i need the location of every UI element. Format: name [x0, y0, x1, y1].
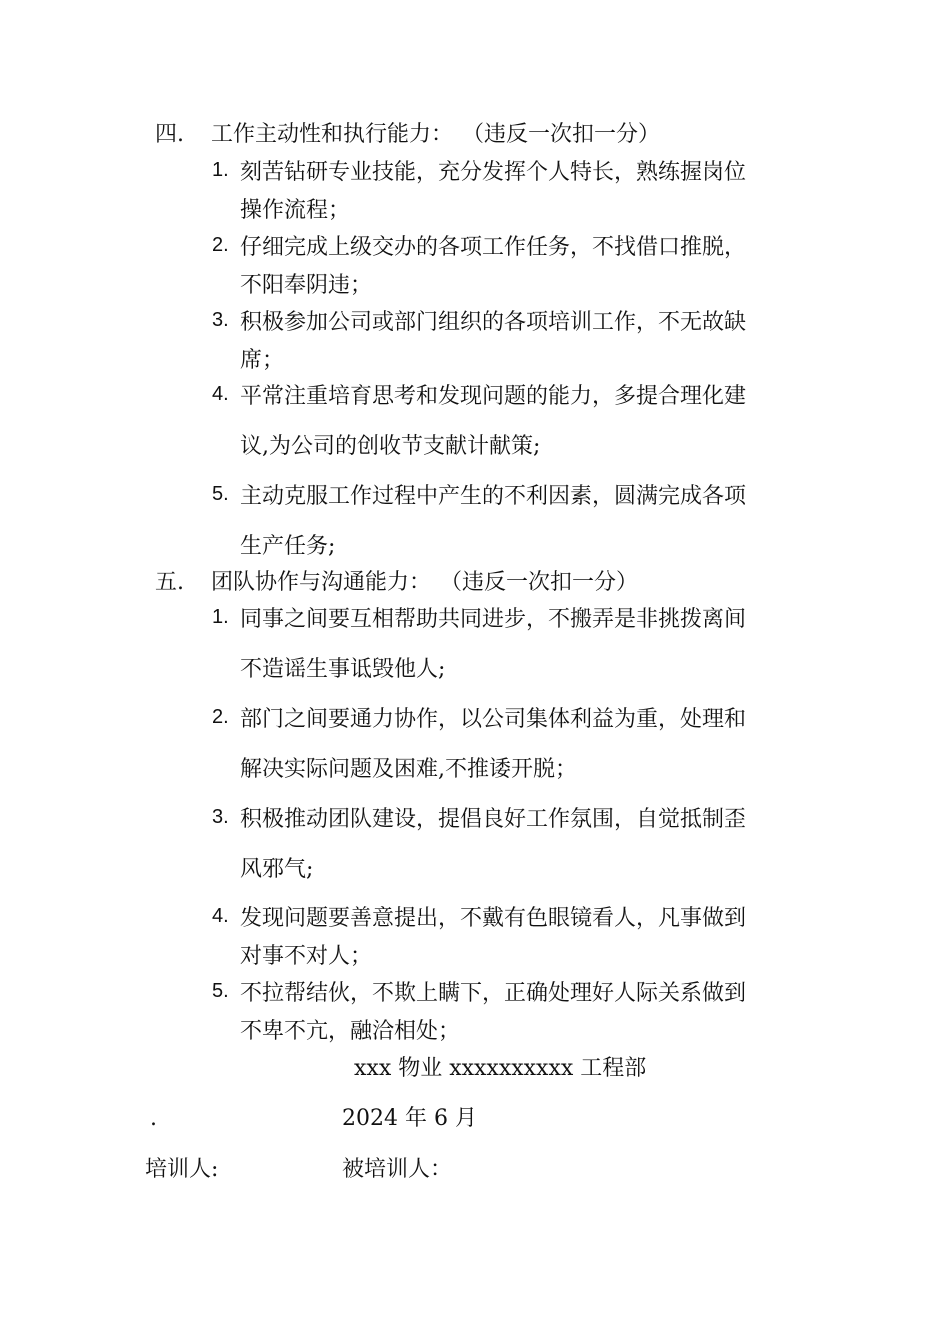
organization-line: xxx 物业 xxxxxxxxxx 工程部 [354, 1056, 647, 1081]
item-text: 刻苦钻研专业技能，充分发挥个人特长，熟练握岗位 操作流程； [240, 160, 747, 223]
trainer-label: 培训人: [145, 1157, 219, 1182]
dot-mark: . [150, 1106, 157, 1131]
section-title: 团队协作与沟通能力： [211, 570, 432, 595]
item-text: 积极参加公司或部门组织的各项培训工作，不无故缺 席； [240, 310, 747, 373]
item-text: 不拉帮结伙，不欺上瞒下，正确处理好人际关系做到 不卑不亢，融洽相处； [240, 981, 747, 1044]
item-index: 5. [212, 483, 229, 505]
item-text: 同事之间要互相帮助共同进步，不搬弄是非挑拨离间 不造谣生事诋毁他人; [240, 607, 747, 682]
item-index: 2. [212, 706, 229, 728]
date-line: 2024 年 6 月 [342, 1106, 477, 1131]
item-index: 3. [212, 806, 229, 828]
item-text: 发现问题要善意提出，不戴有色眼镜看人，凡事做到 对事不对人； [240, 906, 747, 969]
item-index: 1. [212, 606, 229, 628]
item-text: 平常注重培育思考和发现问题的能力，多提合理化建 议,为公司的创收节支献计献策; [240, 384, 747, 459]
item-text: 积极推动团队建设，提倡良好工作氛围，自觉抵制歪 风邪气; [240, 807, 747, 882]
item-text: 仔细完成上级交办的各项工作任务，不找借口推脱， 不阳奉阴违； [240, 235, 747, 298]
item-index: 5. [212, 980, 229, 1002]
item-index: 3. [212, 309, 229, 331]
section-title: 工作主动性和执行能力： [211, 122, 454, 147]
item-text: 部门之间要通力协作，以公司集体利益为重，处理和 解决实际问题及困难,不推诿开脱； [240, 707, 747, 782]
trainee-label: 被培训人： [342, 1157, 453, 1182]
section-heading-4 [155, 120, 660, 150]
section-number: 五. [155, 570, 184, 595]
item-text: 主动克服工作过程中产生的不利因素，圆满完成各项 生产任务; [240, 484, 747, 559]
section-number: 四. [155, 122, 184, 147]
item-index: 2. [212, 234, 229, 256]
item-index: 4. [212, 383, 229, 405]
item-index: 1. [212, 159, 229, 181]
item-index: 4. [212, 905, 229, 927]
section-note: （违反一次扣一分） [451, 570, 639, 595]
section-heading-5 [155, 568, 638, 598]
section-note: （违反一次扣一分） [473, 122, 661, 147]
